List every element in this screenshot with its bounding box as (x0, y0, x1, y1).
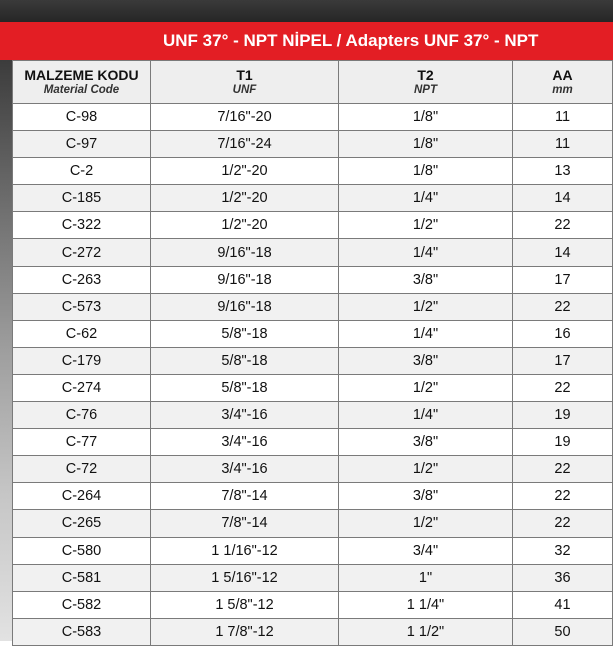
t2-cell: 1/8" (339, 131, 513, 158)
material-code-cell: C-573 (13, 293, 151, 320)
material-code-cell: C-582 (13, 591, 151, 618)
t2-cell: 3/4" (339, 537, 513, 564)
table-row (13, 374, 613, 401)
t1-cell: 1/2"-20 (151, 212, 339, 239)
table-row (13, 510, 613, 537)
t1-cell: 3/4"-16 (151, 429, 339, 456)
table-row (13, 104, 613, 131)
table-row (13, 239, 613, 266)
aa-cell: 41 (513, 591, 613, 618)
t2-cell: 1/4" (339, 320, 513, 347)
column-header-t1 (151, 61, 339, 104)
column-header-material-code (13, 61, 151, 104)
aa-cell: 17 (513, 266, 613, 293)
table-row (13, 131, 613, 158)
t2-cell: 1/2" (339, 212, 513, 239)
aa-cell: 36 (513, 564, 613, 591)
t1-cell: 7/16"-24 (151, 131, 339, 158)
t1-cell: 5/8"-18 (151, 347, 339, 374)
header-row (13, 61, 613, 104)
t1-cell: 1 1/16"-12 (151, 537, 339, 564)
t2-cell: 1/4" (339, 239, 513, 266)
t2-cell: 1/4" (339, 185, 513, 212)
aa-cell: 22 (513, 483, 613, 510)
column-header-t2 (339, 61, 513, 104)
table-row (13, 347, 613, 374)
column-header-sublabel: Material Code (43, 84, 120, 96)
t2-cell: 1/2" (339, 293, 513, 320)
t2-cell: 1" (339, 564, 513, 591)
aa-cell: 16 (513, 320, 613, 347)
table-body (13, 104, 613, 646)
t2-cell: 1/8" (339, 158, 513, 185)
t1-cell: 1 5/16"-12 (151, 564, 339, 591)
t2-cell: 3/8" (339, 429, 513, 456)
material-code-cell: C-179 (13, 347, 151, 374)
aa-cell: 11 (513, 104, 613, 131)
aa-cell: 14 (513, 185, 613, 212)
table-row (13, 618, 613, 645)
table-row (13, 212, 613, 239)
material-code-cell: C-185 (13, 185, 151, 212)
t2-cell: 1/4" (339, 402, 513, 429)
material-code-cell: C-77 (13, 429, 151, 456)
table-row (13, 429, 613, 456)
aa-cell: 22 (513, 212, 613, 239)
left-gradient-bar (0, 60, 12, 641)
table-header (13, 61, 613, 104)
t1-cell: 1/2"-20 (151, 185, 339, 212)
aa-cell: 22 (513, 456, 613, 483)
table-row (13, 456, 613, 483)
t2-cell: 3/8" (339, 266, 513, 293)
table-row (13, 564, 613, 591)
material-code-cell: C-580 (13, 537, 151, 564)
t1-cell: 3/4"-16 (151, 402, 339, 429)
column-header-label: MALZEME KODU (24, 67, 139, 83)
table-row (13, 591, 613, 618)
material-code-cell: C-272 (13, 239, 151, 266)
aa-cell: 19 (513, 429, 613, 456)
t1-cell: 5/8"-18 (151, 320, 339, 347)
column-header-label: AA (552, 67, 573, 83)
t2-cell: 1 1/2" (339, 618, 513, 645)
table-row (13, 402, 613, 429)
aa-cell: 14 (513, 239, 613, 266)
t1-cell: 7/8"-14 (151, 483, 339, 510)
t2-cell: 1 1/4" (339, 591, 513, 618)
t1-cell: 9/16"-18 (151, 293, 339, 320)
page-title: UNF 37° - NPT NİPEL / Adapters UNF 37° - NPT (163, 31, 539, 50)
table-row (13, 158, 613, 185)
table-row (13, 185, 613, 212)
aa-cell: 11 (513, 131, 613, 158)
column-header-label: T1 (236, 67, 253, 83)
table-row (13, 483, 613, 510)
material-code-cell: C-98 (13, 104, 151, 131)
aa-cell: 17 (513, 347, 613, 374)
table-row (13, 537, 613, 564)
column-header-aa (513, 61, 613, 104)
t1-cell: 3/4"-16 (151, 456, 339, 483)
material-code-cell: C-583 (13, 618, 151, 645)
t2-cell: 1/2" (339, 510, 513, 537)
aa-cell: 13 (513, 158, 613, 185)
product-table (12, 60, 613, 646)
t2-cell: 3/8" (339, 347, 513, 374)
t2-cell: 3/8" (339, 483, 513, 510)
column-header-label: T2 (417, 67, 434, 83)
t1-cell: 9/16"-18 (151, 239, 339, 266)
t1-cell: 1/2"-20 (151, 158, 339, 185)
t1-cell: 1 7/8"-12 (151, 618, 339, 645)
material-code-cell: C-2 (13, 158, 151, 185)
table-row (13, 266, 613, 293)
material-code-cell: C-265 (13, 510, 151, 537)
column-header-sublabel: NPT (414, 84, 437, 96)
t2-cell: 1/2" (339, 374, 513, 401)
t2-cell: 1/2" (339, 456, 513, 483)
t1-cell: 7/8"-14 (151, 510, 339, 537)
table-row (13, 320, 613, 347)
aa-cell: 50 (513, 618, 613, 645)
t1-cell: 7/16"-20 (151, 104, 339, 131)
aa-cell: 32 (513, 537, 613, 564)
t1-cell: 9/16"-18 (151, 266, 339, 293)
table-row (13, 293, 613, 320)
material-code-cell: C-581 (13, 564, 151, 591)
column-header-sublabel: UNF (232, 84, 257, 96)
material-code-cell: C-322 (13, 212, 151, 239)
top-dark-bar (0, 0, 613, 22)
aa-cell: 19 (513, 402, 613, 429)
material-code-cell: C-263 (13, 266, 151, 293)
t1-cell: 1 5/8"-12 (151, 591, 339, 618)
aa-cell: 22 (513, 510, 613, 537)
material-code-cell: C-72 (13, 456, 151, 483)
material-code-cell: C-97 (13, 131, 151, 158)
column-header-sublabel: mm (552, 84, 573, 96)
material-code-cell: C-62 (13, 320, 151, 347)
material-code-cell: C-76 (13, 402, 151, 429)
t1-cell: 5/8"-18 (151, 374, 339, 401)
t2-cell: 1/8" (339, 104, 513, 131)
material-code-cell: C-264 (13, 483, 151, 510)
aa-cell: 22 (513, 374, 613, 401)
material-code-cell: C-274 (13, 374, 151, 401)
aa-cell: 22 (513, 293, 613, 320)
